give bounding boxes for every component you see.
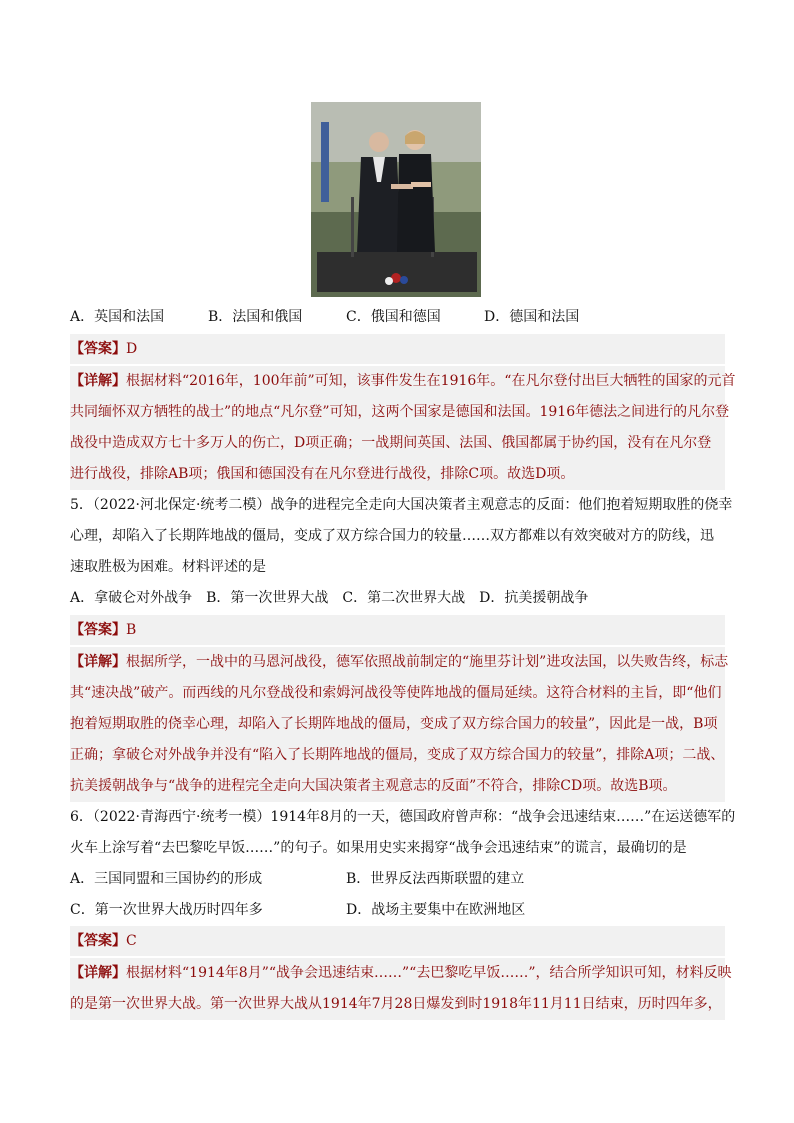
q4-option-c[interactable]: C．俄国和德国	[346, 309, 441, 325]
q4-detail-line-3: 战役中造成双方七十多万人的伤亡，D项正确；一战期间英国、法国、俄国都属于协约国，没有在凡尔登	[70, 435, 712, 451]
q6-stem-line-2: 火车上涂写着“去巴黎吃早饭……”的句子。如果用史实来揭穿“战争会迅速结束”的谎言，最确切的是	[70, 840, 687, 856]
q4-option-a[interactable]: A．英国和法国	[70, 309, 165, 325]
answer-tag: 【答案】	[70, 933, 126, 949]
answer-value: D	[126, 341, 138, 357]
detail-text: 根据材料“2016年，100年前”可知，该事件发生在1916年。“在凡尔登付出巨大牺牲的国家的元首	[126, 373, 736, 389]
q5-detail-line-1	[70, 647, 729, 678]
q5-stem-line-1: 5．（2022·河北保定·统考二模）战争的进程完全走向大国决策者主观意志的反面：他们抱着短期取胜的侥幸	[70, 497, 733, 513]
question-photo	[311, 102, 481, 297]
q4-detail-line-4: 进行战役，排除AB项；俄国和德国没有在凡尔登进行战役，排除C项。故选D项。	[70, 466, 575, 482]
q6-answer	[70, 926, 725, 957]
q6-option-c[interactable]: C．第一次世界大战历时四年多	[70, 902, 263, 918]
q6-detail-line-1	[70, 958, 732, 989]
q6-options-row-2	[70, 895, 725, 926]
q6-detail-line-2: 的是第一次世界大战。第一次世界大战从1914年7月28日爆发到时1918年11月11日结束，历时四年多，	[70, 996, 722, 1012]
q5-options[interactable]: A．拿破仑对外战争 B．第一次世界大战 C．第二次世界大战 D．抗美援朝战争	[70, 590, 589, 606]
q6-option-d[interactable]: D．战场主要集中在欧洲地区	[346, 902, 526, 918]
q5-detail-line-3: 抱着短期取胜的侥幸心理，却陷入了长期阵地战的僵局，变成了双方综合国力的较量”，因此是一战，B项	[70, 716, 718, 732]
q4-detail-line-2: 共同缅怀双方牺牲的战士”的地点“凡尔登”可知，这两个国家是德国和法国。1916年德法之间进行的凡尔登	[70, 404, 730, 420]
q5-detail-line-5: 抗美援朝战争与“战争的进程完全走向大国决策者主观意志的反面”不符合，排除CD项。故选B项。	[70, 778, 677, 794]
answer-tag: 【答案】	[70, 622, 126, 638]
q4-detail-line-1	[70, 366, 736, 397]
answer-value: B	[126, 622, 137, 638]
q5-stem-line-2: 心理，却陷入了长期阵地战的僵局，变成了双方综合国力的较量……双方都难以有效突破对方的防线，迅	[70, 528, 714, 544]
q5-stem-line-3: 速取胜极为困难。材料评述的是	[70, 559, 266, 575]
q6-stem-line-1: 6．（2022·青海西宁·统考一模）1914年8月的一天，德国政府曾声称：“战争会迅速结束……”在运送德军的	[70, 809, 736, 825]
q5-answer	[70, 615, 725, 646]
q6-option-b[interactable]: B．世界反法西斯联盟的建立	[346, 871, 525, 887]
photo-illustration	[311, 102, 481, 297]
answer-tag: 【答案】	[70, 341, 126, 357]
q4-options	[70, 302, 725, 333]
q5-detail-line-4: 正确；拿破仑对外战争并没有“陷入了长期阵地战的僵局，变成了双方综合国力的较量”，排除A项；二战、	[70, 747, 725, 763]
q6-options-row-1	[70, 864, 725, 895]
detail-text: 根据所学，一战中的马恩河战役，德军依照战前制定的“施里芬计划”进攻法国，以失败告终，标志	[126, 654, 729, 670]
q4-option-b[interactable]: B．法国和俄国	[208, 309, 303, 325]
detail-tag: 【详解】	[70, 965, 126, 981]
detail-tag: 【详解】	[70, 654, 126, 670]
q4-option-d[interactable]: D．德国和法国	[484, 309, 580, 325]
detail-tag: 【详解】	[70, 373, 126, 389]
q6-option-a[interactable]: A．三国同盟和三国协约的形成	[70, 871, 263, 887]
q4-answer	[70, 334, 725, 365]
detail-text: 根据材料“1914年8月”“战争会迅速结束……”“去巴黎吃早饭……”，结合所学知识可知，材料反映	[126, 965, 732, 981]
answer-value: C	[126, 933, 137, 949]
q5-detail-line-2: 其“速决战”破产。而西线的凡尔登战役和索姆河战役等使阵地战的僵局延续。这符合材料的主旨，即“他们	[70, 685, 722, 701]
